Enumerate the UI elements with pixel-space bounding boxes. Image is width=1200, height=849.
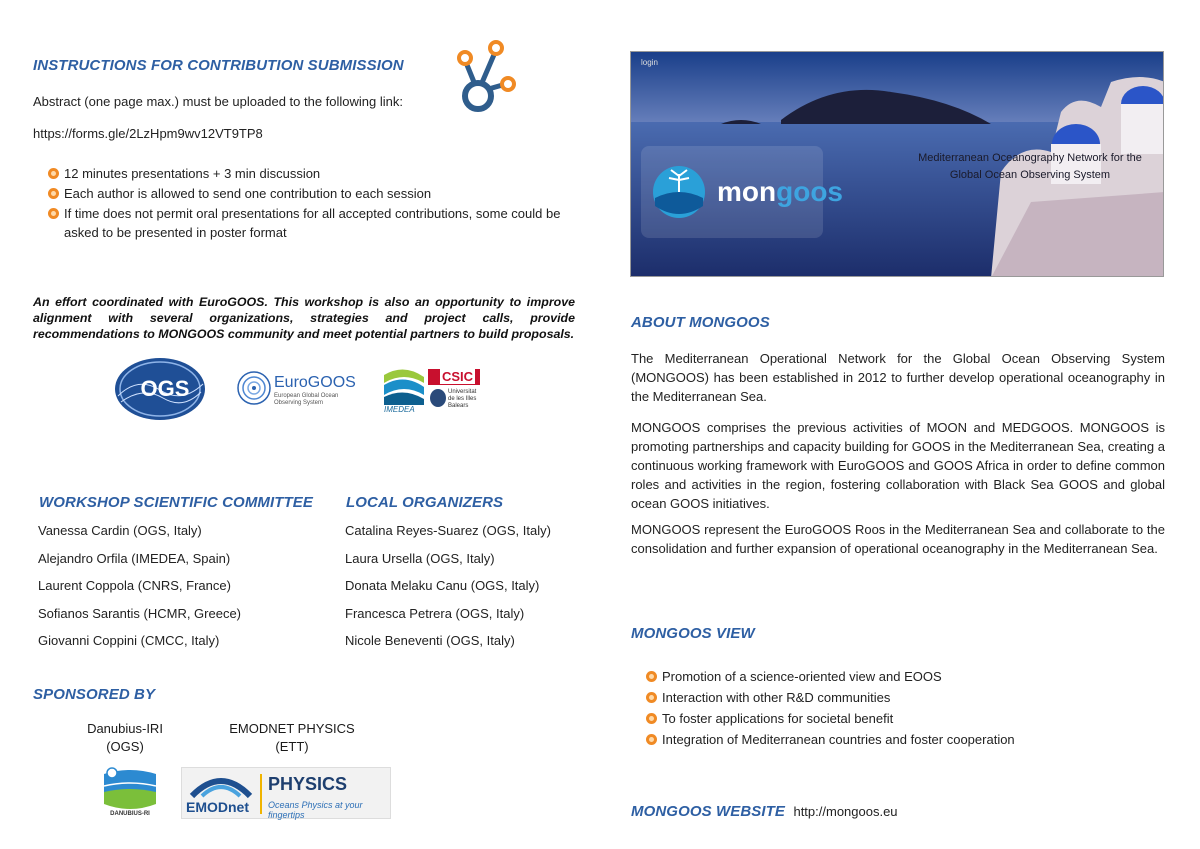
- website-link[interactable]: http://mongoos.eu: [793, 804, 898, 819]
- mongoos-logo: [641, 146, 843, 238]
- orange-bullet-icon: [646, 713, 657, 724]
- csic-label: CSIC: [442, 369, 474, 384]
- view-heading: MONGOOS VIEW: [631, 625, 755, 642]
- svg-text:OGS: OGS: [140, 376, 190, 401]
- view-bullets: [646, 667, 1166, 751]
- local-organizers-heading: LOCAL ORGANIZERS: [346, 494, 504, 511]
- list-item: Catalina Reyes-Suarez (OGS, Italy): [345, 523, 551, 538]
- instructions-heading: INSTRUCTIONS FOR CONTRIBUTION SUBMISSION: [33, 57, 404, 74]
- eurogoos-title: EuroGOOS: [274, 374, 356, 391]
- list-item: Donata Melaku Canu (OGS, Italy): [345, 578, 540, 593]
- emodnet-word: EMODnet: [186, 799, 249, 815]
- list-item: If time does not permit oral presentations for all accepted contributions, some could be asked to be presented in poster format: [48, 204, 578, 242]
- list-item: Sofianos Sarantis (HCMR, Greece): [38, 605, 242, 621]
- orange-bullet-icon: [646, 692, 657, 703]
- eurogoos-subtitle: European Global Ocean Observing System: [274, 393, 339, 406]
- orange-bullet-icon: [646, 734, 657, 745]
- physics-tagline: Oceans Physics at your fingertips: [268, 800, 363, 820]
- orange-bullet-icon: [48, 188, 59, 199]
- orange-bullet-icon: [48, 208, 59, 219]
- emodnet-physics-logo: [181, 767, 391, 819]
- eurogoos-logo: [234, 368, 359, 410]
- mongoos-banner: [630, 51, 1164, 277]
- sponsored-heading: SPONSORED BY: [33, 686, 156, 703]
- banner-login[interactable]: login: [641, 58, 658, 67]
- list-item: Each author is allowed to send one contribution to each session: [48, 184, 578, 203]
- list-item: Laurent Coppola (CNRS, France): [38, 578, 231, 593]
- physics-word: PHYSICS: [268, 774, 348, 794]
- list-item: Vanessa Cardin (OGS, Italy): [38, 523, 202, 538]
- committee-list: [38, 522, 241, 660]
- mongoos-wordmark: mongoos: [717, 176, 843, 207]
- website-heading: MONGOOS WEBSITE: [631, 803, 786, 820]
- submission-link[interactable]: https://forms.gle/2LzHpm9wv12VT9TP8: [33, 126, 263, 141]
- sponsor-danubius-label: Danubius-IRI (OGS): [87, 721, 163, 754]
- about-paragraph-2: MONGOOS comprises the previous activities of MOON and MEDGOOS. MONGOOS is promoting partnerships and capacity building for GOOS in the Mediterranean Sea, creating a continuous working framework with EuroGOOS and GOOS Africa in order to define common roles and activities in the region, fostering collaboration with Black Sea GOOS and global ocean GOOS initiatives.: [631, 420, 1165, 511]
- danubius-logo: [98, 764, 162, 820]
- sponsor-emodnet-label: EMODNET PHYSICS (ETT): [229, 721, 355, 754]
- list-item: Interaction with other R&D communities: [646, 688, 1166, 707]
- local-organizers-list: [345, 522, 551, 660]
- about-paragraph-3: MONGOOS represent the EuroGOOS Roos in the Mediterranean Sea and collaborate to the consolidation and further expansion of operational oceanography in the Mediterranean Sea.: [631, 522, 1165, 556]
- about-paragraph-1: The Mediterranean Operational Network for the Global Ocean Observing System (MONGOOS) has been established in 2012 to further develop operational oceanography in the Mediterranean Sea.: [631, 351, 1165, 404]
- csic-imedea-logo: [382, 365, 482, 415]
- network-nodes-icon: [452, 38, 520, 122]
- about-heading: ABOUT MONGOOS: [631, 314, 770, 331]
- orange-bullet-icon: [48, 168, 59, 179]
- list-item: Promotion of a science-oriented view and EOOS: [646, 667, 1166, 686]
- uib-label: Universitat de les Illes Balears: [448, 389, 477, 409]
- effort-statement: An effort coordinated with EuroGOOS. This workshop is also an opportunity to improve alignment with several organizations, strategies and project calls, provide recommendations to MONGOOS community and meet potential partners to build proposals.: [33, 295, 575, 341]
- committee-heading: WORKSHOP SCIENTIFIC COMMITTEE: [39, 494, 314, 511]
- list-item: 12 minutes presentations + 3 min discussion: [48, 164, 578, 183]
- imedea-label: IMEDEA: [384, 405, 415, 414]
- danubius-caption: DANUBIUS-RI: [110, 811, 150, 817]
- ogs-logo: [113, 356, 208, 422]
- list-item: Giovanni Coppini (CMCC, Italy): [38, 633, 220, 648]
- list-item: Alejandro Orfila (IMEDEA, Spain): [38, 550, 231, 566]
- list-item: To foster applications for societal benefit: [646, 709, 1166, 728]
- list-item: Nicole Beneventi (OGS, Italy): [345, 633, 515, 648]
- list-item: Integration of Mediterranean countries and foster cooperation: [646, 730, 1166, 749]
- list-item: Laura Ursella (OGS, Italy): [345, 550, 495, 566]
- mongoos-fountain-icon: [647, 162, 711, 222]
- abstract-instruction: Abstract (one page max.) must be uploaded to the following link:: [33, 94, 403, 109]
- list-item: Francesca Petrera (OGS, Italy): [345, 605, 525, 621]
- banner-caption: Mediterranean Oceanography Network for the Global Ocean Observing System: [918, 152, 1142, 181]
- instructions-bullets: [48, 164, 578, 243]
- website-line: [631, 803, 898, 821]
- orange-bullet-icon: [646, 671, 657, 682]
